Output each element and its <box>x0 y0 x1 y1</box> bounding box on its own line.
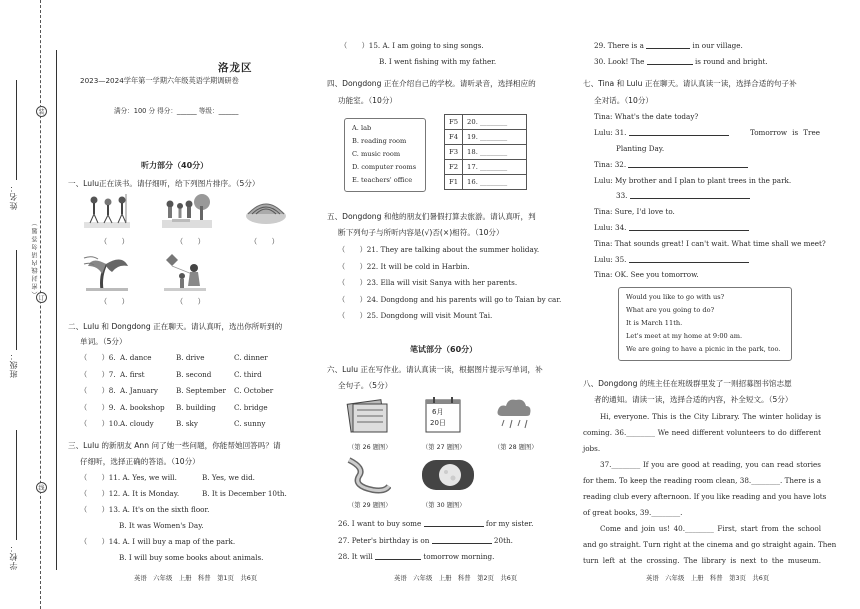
s6-q27-end: 20th. <box>493 536 513 545</box>
s2-q9-num: （ ）9. <box>80 403 116 412</box>
s2-q10-a: A. cloudy <box>120 419 154 428</box>
binding-solid-line <box>56 50 57 570</box>
s2-q7-a: A. first <box>120 370 145 379</box>
s6-q28-text: 28. It will <box>338 552 373 561</box>
dialog-33-label: 33. <box>616 191 628 200</box>
floor-label: F1 <box>445 175 463 190</box>
s6-q29-end: in our village. <box>692 41 743 50</box>
sentence-option-1: Would you like to go with us? <box>626 293 725 301</box>
caption-29: （第 29 题图） <box>348 502 392 509</box>
dialog-line-9 <box>594 256 749 263</box>
footer-page-1: 英语 六年级 上册 科普 第1页 共6页 <box>134 574 258 582</box>
s6-q30-blank[interactable] <box>647 64 693 65</box>
s4-instruction-2: 功能室。（10分） <box>338 96 398 105</box>
s6-q28 <box>338 553 494 560</box>
floor-label: F3 <box>445 145 463 160</box>
s6-q27-blank[interactable] <box>432 543 492 544</box>
s2-q8-b: B. September <box>176 386 226 395</box>
passage-line-6 <box>583 492 827 501</box>
s5-item-22: （ ）22. It will be cold in Harbin. <box>338 262 470 271</box>
exam-title: 2023—2024学年第一学期六年级英语学期调研卷 <box>80 76 239 85</box>
s6-q26-text: 26. I want to buy some <box>338 519 422 528</box>
s5-item-21: （ ）21. They are talking about the summer holiday. <box>338 245 540 254</box>
dialog-line-5 <box>616 192 750 199</box>
dialog-line-7 <box>594 224 749 231</box>
s2-q9-a: A. bookshop <box>120 403 165 412</box>
school-field-line <box>16 430 17 540</box>
floor-label: F5 <box>445 115 463 130</box>
s6-q30-text: 30. Look! The <box>594 57 645 66</box>
s6-q29-blank[interactable] <box>646 48 690 49</box>
s3-q13-b: B. It was Women's Day. <box>119 521 204 530</box>
district-title: 洛龙区 <box>218 62 253 74</box>
floor-row <box>445 130 527 145</box>
footer-page-3: 英语 六年级 上册 科普 第3页 共6页 <box>646 574 770 582</box>
seal-mark-2: 订 <box>36 292 47 303</box>
s6-q27-text: 27. Peter's birthday is on <box>338 536 430 545</box>
dialog-line-4: Lulu: My brother and I plan to plant trees in the park. <box>594 176 792 185</box>
s7-instruction-1: 七、Tina 和 Lulu 正在聊天。请认真读一读，选择合适的句子补 <box>583 79 797 88</box>
dialog-31-blank[interactable] <box>629 135 729 136</box>
passage-line-9 <box>583 540 837 549</box>
s6-q30 <box>594 58 768 65</box>
s1-bracket-4: （ ） <box>100 297 129 306</box>
dialog-line-1: Tina: What's the date today? <box>594 112 699 121</box>
s2-q10-num: （ ）10. <box>80 419 121 428</box>
room-option-b: B. reading room <box>352 137 407 145</box>
passage-text-8: Come and join us! 40.________ First, start from the school <box>600 524 821 533</box>
floor-row <box>445 115 527 130</box>
score-line: 满分：100 分 得分：______ 等级：______ <box>114 107 239 115</box>
name-field-line <box>16 80 17 180</box>
floor-answer[interactable]: 19. ________ <box>463 130 527 145</box>
sentence-option-2: What are you going to do? <box>626 306 715 314</box>
passage-text-5: for them. To keep the reading room clean, 38.________. There is a <box>583 476 821 485</box>
s5-item-23: （ ）23. Ella will visit Sanya with her parents. <box>338 278 518 287</box>
passage-text-1: Hi, everyone. This is the City Library. The winter holiday is <box>600 412 821 421</box>
s3-instruction-1: 三、Lulu 的新朋友 Ann 问了她一些问题，你能帮她回答吗？请 <box>68 441 281 450</box>
floor-row <box>445 175 527 190</box>
binding-note: （ 密 封 线 内 请 勿 答 题 ） <box>32 220 39 298</box>
floor-row <box>445 160 527 175</box>
stadium-picture <box>244 196 288 226</box>
s6-q26-end: for my sister. <box>485 519 534 528</box>
dialog-line-8: Tina: That sounds great! I can't wait. What time shall we meet? <box>594 239 826 248</box>
s5-item-24: （ ）24. Dongdong and his parents will go to Taian by car. <box>338 295 562 304</box>
footer-page-2: 英语 六年级 上册 科普 第2页 共6页 <box>394 574 518 582</box>
seal-mark-1: 装 <box>36 106 47 117</box>
s2-instruction-1: 二、Lulu 和 Dongdong 正在聊天。请认真听，选出你所听到的 <box>68 322 283 331</box>
floor-answer[interactable]: 18. ________ <box>463 145 527 160</box>
family-picnic-picture <box>160 192 214 230</box>
floor-label: F2 <box>445 160 463 175</box>
s6-q28-end: tomorrow morning. <box>423 552 495 561</box>
s2-q10-b: B. sky <box>176 419 198 428</box>
dialog-32-label: Tina: 32. <box>594 160 627 169</box>
windy-tree-picture <box>82 250 132 292</box>
notebooks-picture <box>345 396 393 436</box>
dialog-31-end: Tomorrow is Tree <box>750 128 820 137</box>
s1-instruction: 一、Lulu正在读书。请仔细听，给下列图片排序。（5分） <box>68 179 260 188</box>
s3-q11-a: （ ）11. A. Yes, we will. <box>80 473 177 482</box>
s6-q27 <box>338 537 513 544</box>
passage-text-6: reading club every afternoon. If you like reading and you have lots <box>583 492 827 501</box>
dialog-34-label: Lulu: 34. <box>594 223 627 232</box>
dialog-line-2-cont: Planting Day. <box>616 144 665 153</box>
s5-instruction-2: 断下列句子与所听内容是(√)否(×)相符。（10分） <box>338 228 504 237</box>
dialog-33-blank[interactable] <box>630 198 750 199</box>
calendar-month: 6月 <box>432 408 444 416</box>
s3-instruction-2: 仔细听，选择正确的答语。（10分） <box>80 457 200 466</box>
dialog-35-blank[interactable] <box>629 262 749 263</box>
class-label: 班级： <box>9 351 18 378</box>
s4-instruction-1: 四、Dongdong 正在介绍自己的学校。请听录音，选择相应的 <box>327 79 536 88</box>
s2-q10-c: C. sunny <box>234 419 266 428</box>
s2-q9-b: B. building <box>176 403 216 412</box>
floor-answer[interactable]: 17. ________ <box>463 160 527 175</box>
s3-q15-b: B. I went fishing with my father. <box>379 57 497 66</box>
dialog-line-6: Tina: Sure, I'd love to. <box>594 207 675 216</box>
s8-instruction-1: 八、Dongdong 的班主任在班级群里发了一则招募图书馆志愿 <box>583 379 792 388</box>
caption-30: （第 30 题图） <box>422 502 466 509</box>
seal-mark-3: 线 <box>36 482 47 493</box>
room-option-d: D. computer rooms <box>352 163 417 171</box>
s3-q11-b: B. Yes, we did. <box>202 473 255 482</box>
s6-q29-text: 29. There is a <box>594 41 644 50</box>
s2-q6-b: B. drive <box>176 353 205 362</box>
sentence-option-5: We are going to have a picnic in the park, too. <box>626 345 781 353</box>
s2-q8-a: A. January <box>120 386 158 395</box>
floor-answer[interactable]: 16. ________ <box>463 175 527 190</box>
floor-answer[interactable]: 20. ________ <box>463 115 527 130</box>
s1-bracket-3: （ ） <box>250 237 279 246</box>
s6-instruction-2: 全句子。（5分） <box>338 381 393 390</box>
s2-q6-num: （ ）6. <box>80 353 116 362</box>
dialog-31-label: Lulu: 31. <box>594 128 627 137</box>
s1-bracket-2: （ ） <box>176 237 205 246</box>
s2-q9-c: C. bridge <box>234 403 268 412</box>
passage-text-4: 37.________ If you are good at reading, you can read stories <box>600 460 821 469</box>
s2-q7-c: C. third <box>234 370 262 379</box>
dialog-32-blank[interactable] <box>628 167 748 168</box>
s2-q6-c: C. dinner <box>234 353 268 362</box>
floor-table <box>444 114 527 190</box>
passage-text-10: turn left at the crossing. The library is next to the museum. <box>583 556 821 565</box>
s3-q12-b: B. It is December 10th. <box>202 489 287 498</box>
river-picture <box>345 456 391 494</box>
s5-instruction-1: 五、Dongdong 和他的朋友们暑假打算去旅游。请认真听，判 <box>327 212 536 221</box>
boys-playing-picture <box>82 192 132 230</box>
room-option-c: C. music room <box>352 150 401 158</box>
s6-q30-end: is round and bright. <box>694 57 768 66</box>
sentence-option-4: Let's meet at my home at 9:00 am. <box>626 332 743 340</box>
s2-instruction-2: 单词。（5分） <box>80 337 127 346</box>
name-label: 姓名： <box>9 183 18 210</box>
s7-instruction-2: 全对话。（10分） <box>594 96 654 105</box>
s2-q8-num: （ ）8. <box>80 386 116 395</box>
dialog-35-label: Lulu: 35. <box>594 255 627 264</box>
s3-q15-a: （ ）15. A. I am going to sing songs. <box>340 41 484 50</box>
s6-instruction-1: 六、Lulu 正在写作业。请认真读一读，根据图片提示写单词，补 <box>327 365 543 374</box>
floor-row <box>445 145 527 160</box>
s2-q8-c: C. October <box>234 386 274 395</box>
room-option-e: E. teachers' office <box>352 176 413 184</box>
s6-q26 <box>338 520 533 527</box>
passage-line-5 <box>583 477 821 484</box>
dialog-line-3 <box>594 161 748 168</box>
s2-q7-b: B. second <box>176 370 212 379</box>
s2-q6-a: A. dance <box>120 353 152 362</box>
caption-26: （第 26 题图） <box>348 444 392 451</box>
s6-q26-blank[interactable] <box>424 526 484 527</box>
passage-text-2: coming. 36.________ We need different volunteers to do different <box>583 428 821 437</box>
s3-q12-a: （ ）12. A. It is Monday. <box>80 489 180 498</box>
passage-text-9: and go straight. Turn right at the cinema and go straight again. Then <box>583 540 837 549</box>
passage-line-4 <box>583 461 821 468</box>
s1-bracket-5: （ ） <box>176 297 205 306</box>
s6-q28-blank[interactable] <box>375 559 421 560</box>
kite-girl-picture <box>162 252 208 292</box>
s3-q14-a: （ ）14. A. I will buy a map of the park. <box>80 537 236 546</box>
s8-instruction-2: 者的通知。请读一读，选择合适的内容，补全短文。（5分） <box>594 395 793 404</box>
s3-q13-a: （ ）13. A. It's on the sixth floor. <box>80 505 210 514</box>
s1-bracket-1: （ ） <box>100 237 129 246</box>
passage-line-10 <box>583 557 821 564</box>
sentence-option-3: It is March 11th. <box>626 319 683 327</box>
dialog-34-blank[interactable] <box>629 230 749 231</box>
moon-picture <box>420 456 476 494</box>
binding-dashed-line <box>40 0 41 609</box>
dialog-line-2-end <box>750 129 820 136</box>
passage-line-2 <box>583 429 821 436</box>
class-field-line <box>16 250 17 350</box>
s5-item-25: （ ）25. Dongdong will visit Mount Tai. <box>338 311 493 320</box>
passage-line-7: of great books, 39.________. <box>583 508 683 517</box>
s6-q29 <box>594 42 743 49</box>
passage-line-3: jobs. <box>583 444 601 453</box>
caption-28: （第 28 题图） <box>494 444 538 451</box>
school-label: 学校： <box>9 543 18 570</box>
rain-cloud-picture <box>494 396 534 434</box>
floor-label: F4 <box>445 130 463 145</box>
writing-title: 笔试部分（60分） <box>410 345 478 354</box>
passage-line-1 <box>583 413 821 420</box>
passage-line-8 <box>583 525 821 532</box>
dialog-line-2 <box>594 129 729 136</box>
caption-27: （第 27 题图） <box>422 444 466 451</box>
room-option-a: A. lab <box>352 124 372 132</box>
s3-q14-b: B. I will buy some books about animals. <box>119 553 264 562</box>
s2-q7-num: （ ）7. <box>80 370 116 379</box>
dialog-line-10: Tina: OK. See you tomorrow. <box>594 270 699 279</box>
listening-title: 听力部分（40分） <box>141 161 209 170</box>
calendar-day: 20日 <box>430 419 446 427</box>
